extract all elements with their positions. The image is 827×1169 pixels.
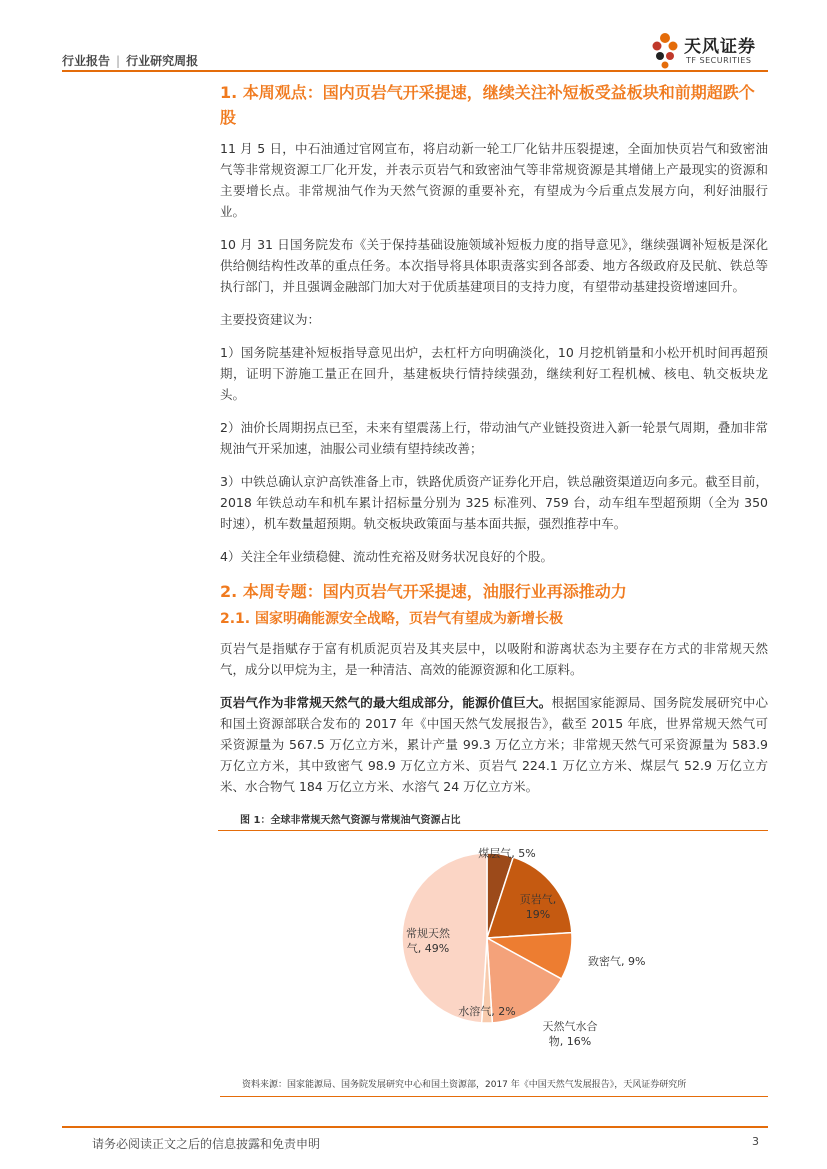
section1-paragraph: 1）国务院基建补短板指导意见出炉，去杠杆方向明确淡化，10 月挖机销量和小松开机时间再超预期，证明下游施工量正在回升，基建板块行情持续强劲，继续利好工程机械、核电、轨交板块龙头。 (220, 345, 768, 402)
footer-disclaimer: 请务必阅读正文之后的信息披露和免责申明 (92, 1137, 321, 1151)
pie-label-致密气: 致密气, 9% (588, 955, 646, 968)
section2-paragraph-2 (220, 692, 768, 797)
main-content (220, 80, 768, 831)
pie-label-页岩气: 页岩气, 19% (519, 893, 557, 921)
figure-caption: 图 1：全球非常规天然气资源与常规油气资源占比 (218, 809, 768, 831)
header-rule (62, 70, 768, 72)
section1-paragraph: 主要投资建议为： (220, 312, 321, 327)
figure-source: 资料来源：国家能源局、国务院发展研究中心和国土资源部，2017 年《中国天然气发展报告》，天风证券研究所 (242, 1080, 687, 1090)
section1-paragraph: 10 月 31 日国务院发布《关于保持基础设施领域补短板力度的指导意见》，继续强调补短板是深化供给侧结构性改革的重点任务。本次指导将具体职责落实到各部委、地方各级政府及民航、铁总等执行部门，并且强调金融部门加大对于优质基建项目的支持力度，有望带动基建投资增速回升。 (220, 237, 768, 294)
pie-label-常规天然气: 常规天然气, 49% (406, 927, 450, 955)
section1-title: 1. 本周观点：国内页岩气开采提速，继续关注补短板受益板块和前期超跌个股 (220, 83, 755, 127)
section2-1-title: 2.1. 国家明确能源安全战略，页岩气有望成为新增长极 (220, 611, 563, 627)
report-category (62, 52, 198, 69)
header-separator: | (116, 54, 121, 68)
tf-securities-logo (648, 28, 773, 72)
section1-paragraph: 2）油价长周期拐点已至，未来有望震荡上行，带动油气产业链投资进入新一轮景气周期，叠加非常规油气开采加速，油服公司业绩有望持续改善； (220, 420, 768, 456)
paragraph-rest: 根据国家能源局、国务院发展研究中心和国土资源部联合发布的 2017 年《中国天然气发展报告》，截至 2015 年底，世界常规天然气可采资源量为 567.5 万亿立方米，累计产量 99.3 万亿立方米；非常规天然气可采资源量为 583.9 万亿立方米，其中致密气 98.9 万亿立方米、页岩气 224.1 万亿立方米、煤层气 52.9 万亿立方米、水合物气 184 万亿立方米、水溶气 24 万亿立方米。 (220, 695, 768, 794)
section2-paragraph-1: 页岩气是指赋存于富有机质泥页岩及其夹层中，以吸附和游离状态为主要存在方式的非常规天然气，成分以甲烷为主，是一种清洁、高效的能源资源和化工原料。 (220, 641, 768, 677)
pie-chart (220, 815, 768, 1075)
pie-label-煤层气: 煤层气, 5% (478, 847, 536, 860)
logo-text: 天风证券 (684, 37, 756, 57)
section1-paragraph: 11 月 5 日，中石油通过官网宣布，将启动新一轮工厂化钻井压裂提速，全面加快页岩气和致密油气等非常规资源工厂化开发，并表示页岩气和致密油气等非常规资源是其增储上产最现实的资源和主要增长点。非常规油气作为天然气资源的重要补充，有望成为今后重点发展方向，利好油服行业。 (220, 141, 768, 219)
section1-paragraph: 3）中铁总确认京沪高铁准备上市，铁路优质资产证券化开启，铁总融资渠道迈向多元。截至目前，2018 年铁总动车和机车累计招标量分别为 325 标准列、759 台，动车组车型超预期（全为 350 时速），机车数量超预期。轨交板块政策面与基本面共振，强烈推荐中车。 (220, 474, 768, 531)
source-rule (220, 1096, 768, 1097)
section2-title: 2. 本周专题：国内页岩气开采提速，油服行业再添推动力 (220, 582, 627, 601)
category-label: 行业报告 (62, 54, 111, 68)
logo-subtitle: TF SECURITIES (686, 56, 752, 65)
subcategory-label: 行业研究周报 (126, 54, 199, 68)
page-number: 3 (752, 1135, 759, 1148)
logo-flower-icon (648, 28, 682, 72)
pie-label-天然气水合物: 天然气水合物, 16% (542, 1020, 598, 1048)
paragraph-bold-lead: 页岩气作为非常规天然气的最大组成部分，能源价值巨大。 (220, 695, 552, 710)
section1-paragraph: 4）关注全年业绩稳健、流动性充裕及财务状况良好的个股。 (220, 549, 553, 564)
footer-rule (62, 1126, 768, 1128)
pie-label-水溶气: 水溶气, 2% (458, 1005, 516, 1018)
pie-chart-svg (220, 815, 768, 1075)
